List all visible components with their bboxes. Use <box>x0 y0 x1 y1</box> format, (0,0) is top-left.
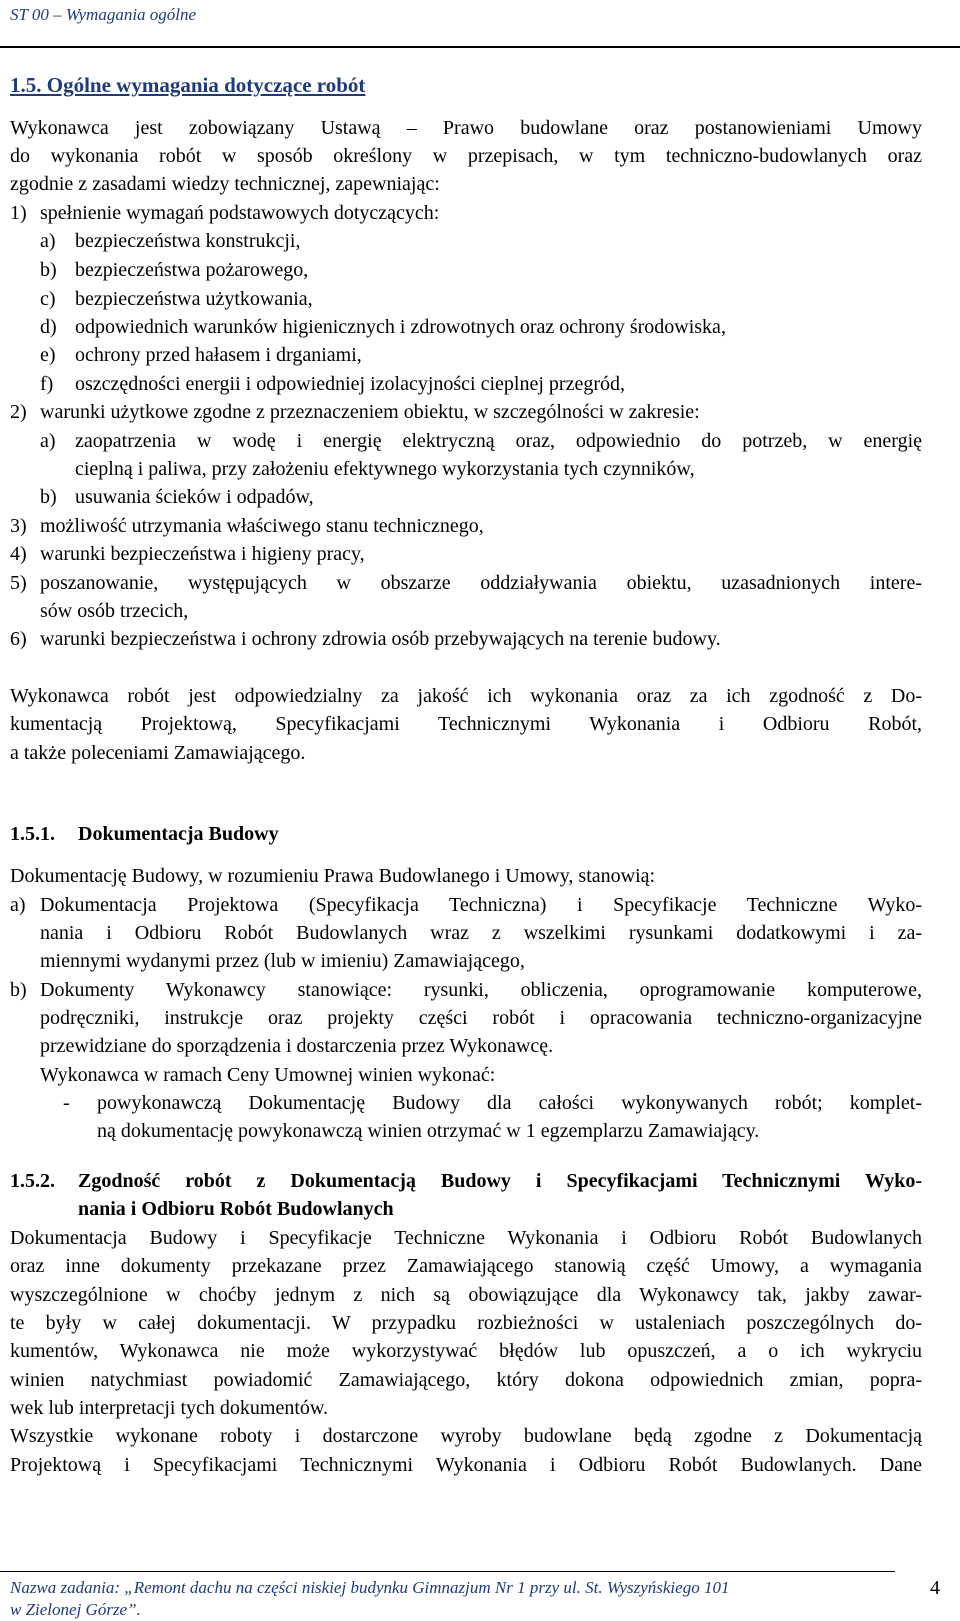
section-heading: 1.5. Ogólne wymagania dotyczące robót <box>10 73 366 97</box>
list-item-text: miennymi wydanymi przez (lub w imieniu) Zamawiającego, <box>40 950 525 972</box>
paragraph-line: Wykonawca robót jest odpowiedzialny za jakość ich wykonania oraz za ich zgodność z Do- <box>10 685 922 707</box>
paragraph-line: a także poleceniami Zamawiającego. <box>10 742 306 764</box>
paragraph-line: kumentów, Wykonawca nie może wykorzystywać błędów lub opuszczeń, a o ich wykryciu <box>10 1340 922 1362</box>
paragraph-line: te były w całej dokumentacji. W przypadku rozbieżności w ustaleniach poszczególnych do- <box>10 1312 922 1334</box>
paragraph-line: oraz inne dokumenty przekazane przez Zamawiającego stanowią część Umowy, a wymagania <box>10 1255 922 1277</box>
paragraph-line: kumentacją Projektową, Specyfikacjami Technicznymi Wykonania i Odbioru Robót, <box>10 713 922 735</box>
paragraph-line: do wykonania robót w sposób określony w przepisach, w tym techniczno-budowlanych oraz <box>10 145 922 167</box>
list-item-text: warunki użytkowe zgodne z przeznaczeniem obiektu, w szczególności w zakresie: <box>40 401 700 423</box>
list-letter: b) <box>40 486 57 508</box>
page-number: 4 <box>930 1577 940 1599</box>
paragraph-line: wek lub interpretacji tych dokumentów. <box>10 1397 329 1419</box>
list-item-text: ochrony przed hałasem i drganiami, <box>75 344 362 366</box>
paragraph-line: Wykonawca jest zobowiązany Ustawą – Prawo budowlane oraz postanowieniami Umowy <box>10 117 922 139</box>
list-letter: a) <box>10 894 26 916</box>
list-item-text: bezpieczeństwa pożarowego, <box>75 259 309 281</box>
list-letter: d) <box>40 316 57 338</box>
list-item-text: sów osób trzecich, <box>40 600 189 622</box>
list-item-text: podręczniki, instrukcje oraz projekty części robót i opracowania techniczno-organizacyjne <box>40 1007 922 1029</box>
paragraph-line: winien natychmiast powiadomić Zamawiającego, który dokona odpowiednich zmian, popra- <box>10 1369 922 1391</box>
list-letter: c) <box>40 288 56 310</box>
list-item-text: poszanowanie, występujących w obszarze oddziaływania obiektu, uzasadnionych intere- <box>40 572 922 594</box>
footer-line: w Zielonej Górze”. <box>10 1600 141 1619</box>
paragraph-line: Wszystkie wykonane roboty i dostarczone wyroby budowlane będą zgodne z Dokumentacją <box>10 1425 922 1447</box>
list-item-text: odpowiednich warunków higienicznych i zdrowotnych oraz ochrony środowiska, <box>75 316 726 338</box>
list-item-text: ną dokumentację powykonawczą winien otrzymać w 1 egzemplarzu Zamawiający. <box>97 1120 760 1142</box>
list-letter: a) <box>40 230 56 252</box>
paragraph-line: Projektową i Specyfikacjami Technicznymi Wykonania i Odbioru Robót Budowlanych. Dane <box>10 1454 922 1476</box>
list-item-text: możliwość utrzymania właściwego stanu technicznego, <box>40 515 484 537</box>
subsection-title: Zgodność robót z Dokumentacją Budowy i Specyfikacjami Technicznymi Wyko- <box>78 1170 922 1192</box>
list-item-text: spełnienie wymagań podstawowych dotyczących: <box>40 202 440 224</box>
list-item-text: nania i Odbioru Robót Budowlanych wraz z wszelkimi rysunkami dodatkowymi i za- <box>40 922 922 944</box>
list-letter: b) <box>40 259 57 281</box>
subsection-title: nania i Odbioru Robót Budowlanych <box>78 1198 394 1220</box>
list-item-text: Wykonawca w ramach Ceny Umownej winien wykonać: <box>40 1064 496 1086</box>
paragraph-line: zgodnie z zasadami wiedzy technicznej, zapewniając: <box>10 173 440 195</box>
list-letter: b) <box>10 979 27 1001</box>
list-number: 2) <box>10 401 27 423</box>
list-item-text: zaopatrzenia w wodę i energię elektryczną oraz, odpowiednio do potrzeb, w energię <box>75 430 922 452</box>
list-number: 4) <box>10 543 27 565</box>
list-item-text: przewidziane do sporządzenia i dostarczenia przez Wykonawcę. <box>40 1035 554 1057</box>
list-item-text: Dokumenty Wykonawcy stanowiące: rysunki, obliczenia, oprogramowanie komputerowe, <box>40 979 922 1001</box>
list-number: 1) <box>10 202 27 224</box>
list-item-text: warunki bezpieczeństwa i ochrony zdrowia osób przebywających na terenie budowy. <box>40 628 721 650</box>
dash-bullet: - <box>63 1092 70 1114</box>
list-item-text: warunki bezpieczeństwa i higieny pracy, <box>40 543 365 565</box>
paragraph-line: wyszczególnione w choćby jednym z nich są obowiązujące dla Wykonawcy tak, jakby zawar- <box>10 1284 922 1306</box>
header-divider <box>0 46 960 48</box>
paragraph-line: Dokumentację Budowy, w rozumieniu Prawa Budowlanego i Umowy, stanowią: <box>10 865 656 887</box>
paragraph-line: Dokumentacja Budowy i Specyfikacje Techniczne Wykonania i Odbioru Robót Budowlanych <box>10 1227 922 1249</box>
list-number: 5) <box>10 572 27 594</box>
list-letter: e) <box>40 344 56 366</box>
footer-divider <box>0 1571 895 1572</box>
list-item-text: Dokumentacja Projektowa (Specyfikacja Techniczna) i Specyfikacje Techniczne Wyko- <box>40 894 922 916</box>
list-item-text: bezpieczeństwa konstrukcji, <box>75 230 301 252</box>
list-number: 3) <box>10 515 27 537</box>
subsection-number: 1.5.1. <box>10 823 55 845</box>
subsection-title: Dokumentacja Budowy <box>78 823 279 845</box>
list-number: 6) <box>10 628 27 650</box>
footer-line: Nazwa zadania: „Remont dachu na części niskiej budynku Gimnazjum Nr 1 przy ul. St. Wyszyńskiego 101 <box>10 1578 730 1597</box>
list-item-text: oszczędności energii i odpowiedniej izolacyjności cieplnej przegród, <box>75 373 625 395</box>
list-item-text: usuwania ścieków i odpadów, <box>75 486 314 508</box>
list-letter: a) <box>40 430 56 452</box>
footer-task-name <box>10 1577 900 1621</box>
subsection-number: 1.5.2. <box>10 1170 55 1192</box>
list-letter: f) <box>40 373 54 395</box>
list-item-text: bezpieczeństwa użytkowania, <box>75 288 313 310</box>
list-item-text: powykonawczą Dokumentację Budowy dla całości wykonywanych robót; komplet- <box>97 1092 922 1114</box>
list-item-text: cieplną i paliwa, przy założeniu efektywnego wykorzystania tych czynników, <box>75 458 695 480</box>
running-header: ST 00 – Wymagania ogólne <box>10 5 197 24</box>
